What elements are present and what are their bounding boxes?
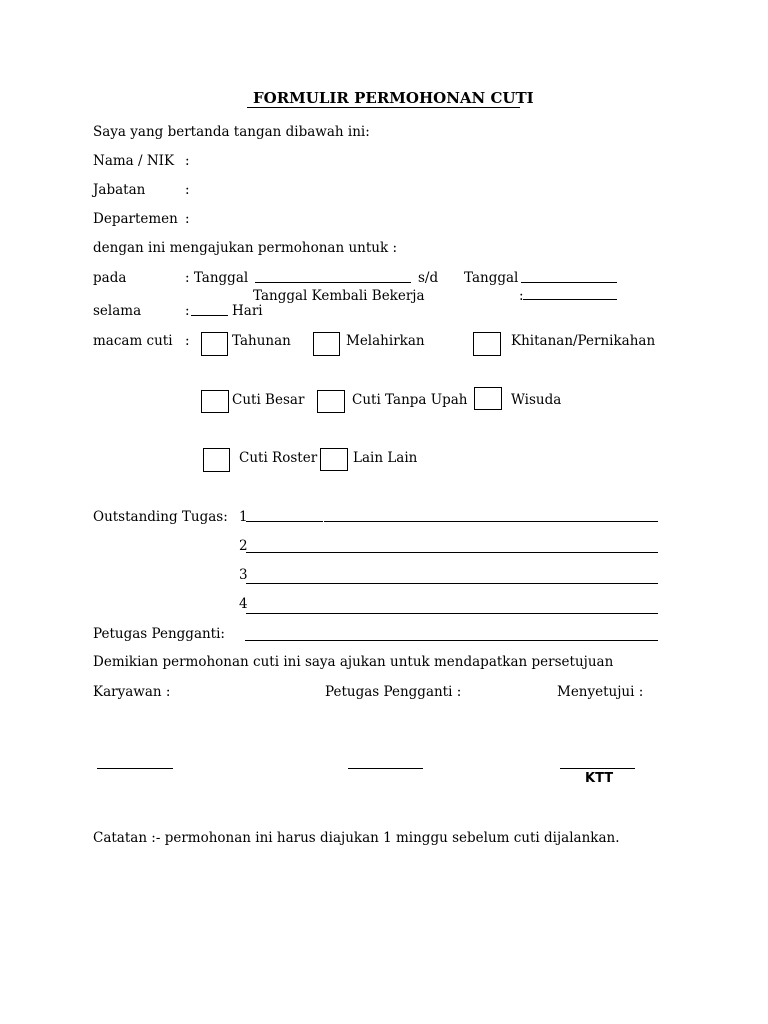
petugas-pengganti-field[interactable] — [245, 640, 658, 641]
task-2-field[interactable] — [246, 552, 658, 553]
departemen-colon: : — [185, 211, 190, 227]
closing-text: Demikian permohonan cuti ini saya ajukan untuk mendapatkan persetujuan — [93, 654, 614, 670]
pada-label: pada — [93, 270, 127, 286]
tanggal-kembali-colon: : — [519, 288, 524, 304]
task-number-4: 4 — [239, 596, 248, 612]
option-khitanan-pernikahan: Khitanan/Pernikahan — [511, 333, 656, 349]
karyawan-signature-line[interactable] — [97, 768, 173, 769]
task-1-field-a[interactable] — [246, 521, 323, 522]
nama-nik-colon: : — [185, 153, 190, 169]
checkbox-melahirkan[interactable] — [313, 332, 340, 356]
macam-cuti-colon: : — [185, 333, 190, 349]
jabatan-label: Jabatan — [93, 182, 146, 198]
catatan-note: Catatan :- permohonan ini harus diajukan 1 minggu sebelum cuti dijalankan. — [93, 830, 620, 846]
task-4-field[interactable] — [246, 613, 658, 614]
title-underline — [247, 107, 520, 108]
karyawan-label: Karyawan : — [93, 684, 171, 700]
nama-nik-label: Nama / NIK — [93, 153, 175, 169]
tanggal-kembali-label: Tanggal Kembali Bekerja — [253, 288, 425, 304]
checkbox-tahunan[interactable] — [201, 332, 228, 356]
menyetujui-signature-line[interactable] — [560, 768, 635, 769]
ktt-label: KTT — [585, 771, 614, 786]
form-title: FORMULIR PERMOHONAN CUTI — [253, 89, 534, 107]
intro-text: Saya yang bertanda tangan dibawah ini: — [93, 124, 370, 140]
pengganti-signature-line[interactable] — [348, 768, 423, 769]
selama-field[interactable] — [191, 315, 228, 316]
checkbox-khitanan-pernikahan[interactable] — [473, 332, 501, 356]
signature-pengganti-label: Petugas Pengganti : — [325, 684, 462, 700]
petugas-pengganti-label: Petugas Pengganti: — [93, 626, 225, 642]
outstanding-label: Outstanding Tugas: — [93, 509, 228, 525]
task-3-field[interactable] — [246, 583, 658, 584]
departemen-label: Departemen — [93, 211, 178, 227]
option-melahirkan: Melahirkan — [346, 333, 425, 349]
task-1-field-b[interactable] — [324, 521, 658, 522]
checkbox-cuti-roster[interactable] — [203, 448, 230, 472]
tanggal-from-label: : Tanggal — [185, 270, 249, 286]
option-cuti-tanpa-upah: Cuti Tanpa Upah — [352, 392, 468, 408]
request-line: dengan ini mengajukan permohonan untuk : — [93, 240, 397, 256]
option-cuti-besar: Cuti Besar — [232, 392, 305, 408]
task-number-3: 3 — [239, 567, 248, 583]
checkbox-lain-lain[interactable] — [320, 448, 348, 471]
tanggal-kembali-field[interactable] — [523, 299, 617, 300]
tanggal-to-label: Tanggal — [464, 270, 519, 286]
option-lain-lain: Lain Lain — [353, 450, 418, 466]
checkbox-cuti-tanpa-upah[interactable] — [317, 390, 345, 413]
option-cuti-roster: Cuti Roster — [239, 450, 318, 466]
tanggal-to-field[interactable] — [521, 282, 617, 283]
hari-label: Hari — [232, 303, 263, 319]
option-tahunan: Tahunan — [232, 333, 291, 349]
task-number-2: 2 — [239, 538, 248, 554]
tanggal-from-field[interactable] — [255, 282, 411, 283]
task-number-1: 1 — [239, 509, 248, 525]
sd-label: s/d — [418, 270, 439, 286]
checkbox-cuti-besar[interactable] — [201, 390, 229, 413]
option-wisuda: Wisuda — [511, 392, 562, 408]
jabatan-colon: : — [185, 182, 190, 198]
selama-colon: : — [185, 303, 190, 319]
menyetujui-label: Menyetujui : — [557, 684, 644, 700]
checkbox-wisuda[interactable] — [474, 387, 502, 410]
selama-label: selama — [93, 303, 142, 319]
macam-cuti-label: macam cuti — [93, 333, 173, 349]
